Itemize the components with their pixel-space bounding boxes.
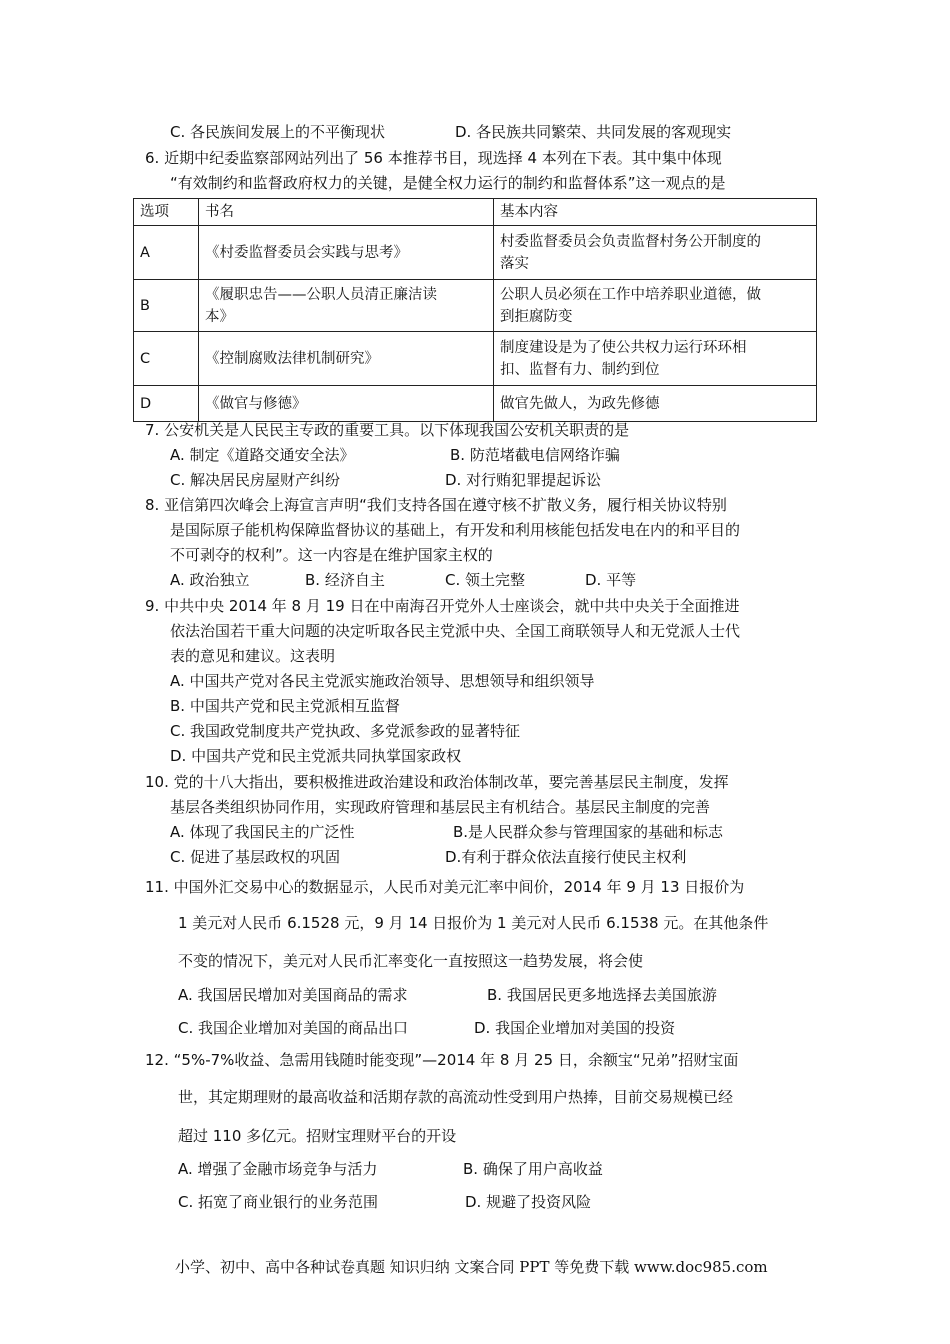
q12-stem-line2: 世，其定期理财的最高收益和活期存款的高流动性受到用户热捧，目前交易规模已经 — [178, 1088, 734, 1106]
table-header-cell: 书名 — [199, 199, 494, 226]
q5-option-c: C. 各民族间发展上的不平衡现状 — [170, 123, 386, 141]
q11-option-d: D. 我国企业增加对美国的投资 — [474, 1019, 676, 1037]
q8-stem-line2: 是国际原子能机构保障监督协议的基础上，有开发和利用核能包括发电在内的和平目的 — [170, 521, 741, 539]
q12-option-d: D. 规避了投资风险 — [465, 1193, 592, 1211]
table-cell-option: C — [134, 332, 199, 386]
q12-option-a: A. 增强了金融市场竞争与活力 — [178, 1160, 378, 1178]
q11-option-a: A. 我国居民增加对美国商品的需求 — [178, 986, 408, 1004]
q10-stem-line2: 基层各类组织协同作用，实现政府管理和基层民主有机结合。基层民主制度的完善 — [170, 798, 711, 816]
q11-stem-line2: 1 美元对人民币 6.1528 元，9 月 14 日报价为 1 美元对人民币 6.1538 元。在其他条件 — [178, 914, 769, 932]
q8-option-b: B. 经济自主 — [305, 571, 385, 589]
q6-stem-line2: “有效制约和监督政府权力的关键，是健全权力运行的制约和监督体系”这一观点的是 — [170, 174, 726, 192]
table-cell-title: 《控制腐败法律机制研究》 — [199, 332, 494, 386]
content-line: 公职人员必须在工作中培养职业道德，做 — [500, 286, 761, 303]
table-cell-option: B — [134, 280, 199, 332]
table-header-row — [134, 199, 817, 226]
table-cell-content: 做官先做人，为政先修德 — [494, 386, 817, 422]
q10-option-c: C. 促进了基层政权的巩固 — [170, 848, 341, 866]
q8-option-a: A. 政治独立 — [170, 571, 250, 589]
table-row — [134, 280, 817, 332]
q12-stem-line1: 12. “5%-7%收益、急需用钱随时能变现”—2014 年 8 月 25 日，余额宝“兄弟”招财宝面 — [145, 1051, 739, 1069]
title-line: 《履职忠告——公职人员清正廉洁读 — [205, 286, 437, 303]
q9-stem-line2: 依法治国若干重大问题的决定听取各民主党派中央、全国工商联领导人和无党派人士代 — [170, 622, 741, 640]
table-row — [134, 226, 817, 280]
q9-option-d: D. 中国共产党和民主党派共同执掌国家政权 — [170, 747, 462, 765]
table-cell-option: A — [134, 226, 199, 280]
q7-option-d: D. 对行贿犯罪提起诉讼 — [445, 471, 602, 489]
q8-option-c: C. 领土完整 — [445, 571, 526, 589]
table-header-cell: 选项 — [134, 199, 199, 226]
table-cell-content — [494, 226, 817, 280]
q7-option-a: A. 制定《道路交通安全法》 — [170, 446, 355, 464]
q9-option-a: A. 中国共产党对各民主党派实施政治领导、思想领导和组织领导 — [170, 672, 595, 690]
table-cell-title: 《做官与修德》 — [199, 386, 494, 422]
q11-option-b: B. 我国居民更多地选择去美国旅游 — [487, 986, 717, 1004]
content-line: 制度建设是为了使公共权力运行环环相 — [500, 339, 747, 356]
q9-stem-line1: 9. 中共中央 2014 年 8 月 19 日在中南海召开党外人士座谈会，就中共中央关于全面推进 — [145, 597, 740, 615]
table-cell-title: 《村委监督委员会实践与思考》 — [199, 226, 494, 280]
q12-option-b: B. 确保了用户高收益 — [463, 1160, 603, 1178]
content-line: 落实 — [500, 255, 529, 272]
table-row — [134, 386, 817, 422]
book-table — [133, 198, 817, 422]
q5-option-d: D. 各民族共同繁荣、共同发展的客观现实 — [455, 123, 732, 141]
q11-stem-line1: 11. 中国外汇交易中心的数据显示，人民币对美元汇率中间价，2014 年 9 月 13 日报价为 — [145, 878, 745, 896]
q10-stem-line1: 10. 党的十八大指出，要积极推进政治建设和政治体制改革，要完善基层民主制度，发挥 — [145, 773, 729, 791]
q12-option-c: C. 拓宽了商业银行的业务范围 — [178, 1193, 379, 1211]
q10-option-d: D.有利于群众依法直接行使民主权利 — [445, 848, 687, 866]
table-cell-option: D — [134, 386, 199, 422]
q9-option-b: B. 中国共产党和民主党派相互监督 — [170, 697, 400, 715]
q8-option-d: D. 平等 — [585, 571, 637, 589]
q12-stem-line3: 超过 110 多亿元。招财宝理财平台的开设 — [178, 1127, 457, 1145]
q10-option-b: B.是人民群众参与管理国家的基础和标志 — [453, 823, 724, 841]
content-line: 扣、监督有力、制约到位 — [500, 361, 660, 378]
table-row — [134, 332, 817, 386]
table-header-cell: 基本内容 — [494, 199, 817, 226]
q7-stem: 7. 公安机关是人民民主专政的重要工具。以下体现我国公安机关职责的是 — [145, 421, 630, 439]
table-cell-content — [494, 280, 817, 332]
q7-option-b: B. 防范堵截电信网络诈骗 — [450, 446, 620, 464]
title-line: 本》 — [205, 308, 234, 325]
content-line: 村委监督委员会负责监督村务公开制度的 — [500, 233, 761, 250]
q8-stem-line3: 不可剥夺的权利”。这一内容是在维护国家主权的 — [170, 546, 493, 564]
q11-stem-line3: 不变的情况下，美元对人民币汇率变化一直按照这一趋势发展，将会使 — [178, 952, 644, 970]
content-line: 到拒腐防变 — [500, 308, 573, 325]
table-cell-title — [199, 280, 494, 332]
q7-option-c: C. 解决居民房屋财产纠纷 — [170, 471, 341, 489]
q11-option-c: C. 我国企业增加对美国的商品出口 — [178, 1019, 409, 1037]
q8-stem-line1: 8. 亚信第四次峰会上海宣言声明“我们支持各国在遵守核不扩散义务，履行相关协议特别 — [145, 496, 727, 514]
page-footer: 小学、初中、高中各种试卷真题 知识归纳 文案合同 PPT 等免费下载 www.doc985.com — [175, 1258, 768, 1276]
table-cell-content — [494, 332, 817, 386]
q10-option-a: A. 体现了我国民主的广泛性 — [170, 823, 355, 841]
q9-option-c: C. 我国政党制度共产党执政、多党派参政的显著特征 — [170, 722, 521, 740]
q6-stem-line1: 6. 近期中纪委监察部网站列出了 56 本推荐书目，现选择 4 本列在下表。其中集中体现 — [145, 149, 722, 167]
q9-stem-line3: 表的意见和建议。这表明 — [170, 647, 336, 665]
